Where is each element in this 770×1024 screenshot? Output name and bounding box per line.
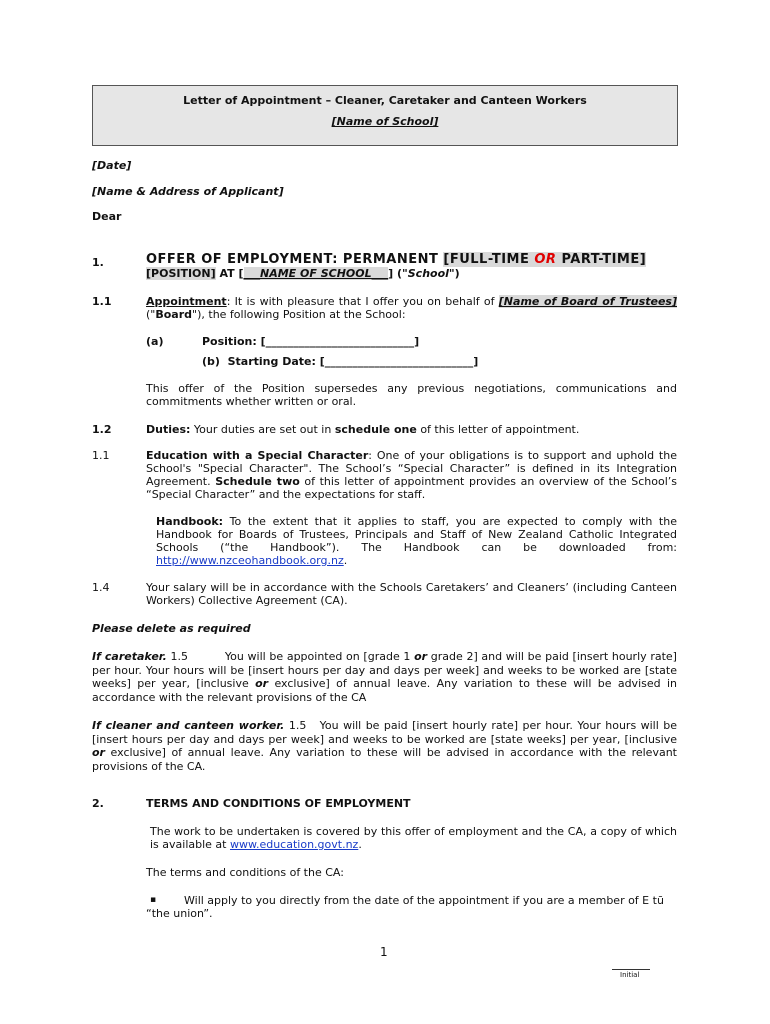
document-title: Letter of Appointment – Cleaner, Caretaker and Canteen Workers xyxy=(183,94,587,107)
section-1-1-number: 1.1 xyxy=(92,295,112,308)
cleaner-paragraph: If cleaner and canteen worker. 1.5 You will be paid [insert hourly rate] per hour. Your hours will be [insert hours per day and days per week] and weeks to be worked are [state weeks] per year, [inclusive or exclusive] of annual leave. Any variation to these will be advised in accordance with the relevant provisions of the CA. xyxy=(92,719,677,773)
section-1-number: 1. xyxy=(92,256,104,269)
section-1-4-number: 1.4 xyxy=(92,581,110,594)
section-1-2-number: 1.2 xyxy=(92,423,112,436)
supersedes-paragraph: This offer of the Position supersedes any previous negotiations, communications and commitments whether written or oral. xyxy=(146,382,677,408)
education-link[interactable]: www.education.govt.nz xyxy=(229,838,359,851)
section-2-number: 2. xyxy=(92,797,104,810)
handbook-paragraph: Handbook: To the extent that it applies to staff, you are expected to comply with the Handbook for Boards of Trustees, Principals and Staff of New Zealand Catholic Integrated Schools (“the Handbook”). The Handbook can be downloaded from: http://www.nzceohandbook.org.nz. xyxy=(156,515,677,567)
bullet-text: Will apply to you directly from the date of the appointment if you are a member of E tū “the union”. xyxy=(146,894,664,920)
salutation: Dear xyxy=(92,210,122,223)
section-1-subheading: [POSITION] AT [___NAME OF SCHOOL___] ("School") xyxy=(146,267,460,280)
caretaker-paragraph: If caretaker. 1.5 You will be appointed on [grade 1 or grade 2] and will be paid [insert hourly rate] per hour. Your hours will be [insert hours per day and days per week] and weeks to be worked are [state weeks] per year, [inclusive or exclusive] of annual leave. Any variation to these will be advised in accordance with the relevant provisions of the CA xyxy=(92,650,677,704)
special-character-number: 1.1 xyxy=(92,449,110,462)
duties-paragraph: Duties: Your duties are set out in schedule one of this letter of appointment. xyxy=(146,423,580,436)
initial-label: Initial xyxy=(620,971,640,979)
handbook-link[interactable]: http://www.nzceohandbook.org.nz xyxy=(156,554,344,567)
item-a-label: (a) xyxy=(146,335,164,348)
special-character-paragraph: Education with a Special Character: One of your obligations is to support and uphold the School's "Special Character". The School’s “Special Character” is defined in its Integration Agreement. Schedule two of this letter of appointment provides an overview of the School’s “Special Character” and the expectations for staff. xyxy=(146,449,677,501)
delete-note: Please delete as required xyxy=(92,622,251,635)
salary-paragraph: Your salary will be in accordance with the Schools Caretakers’ and Cleaners’ (including Canteen Workers) Collective Agreement (CA). xyxy=(146,581,677,607)
applicant-placeholder: [Name & Address of Applicant] xyxy=(92,185,284,198)
starting-date-line: (b) Starting Date: [___________________________] xyxy=(202,355,479,368)
school-name-placeholder: [Name of School] xyxy=(331,115,439,128)
title-box xyxy=(92,85,678,146)
initial-line xyxy=(612,969,650,970)
date-placeholder: [Date] xyxy=(92,159,132,172)
page-number: 1 xyxy=(380,945,388,959)
position-line: Position: [___________________________] xyxy=(202,335,420,348)
section-1-heading: OFFER OF EMPLOYMENT: PERMANENT [FULL-TIME OR PART-TIME] xyxy=(146,252,647,267)
terms-intro: The terms and conditions of the CA: xyxy=(146,866,344,879)
appointment-paragraph: Appointment: It is with pleasure that I offer you on behalf of [Name of Board of Trustees] ("Board"), the following Position at the School: xyxy=(146,295,677,321)
bullet-icon: ▪ xyxy=(150,895,157,905)
section-2-heading: TERMS AND CONDITIONS OF EMPLOYMENT xyxy=(146,797,411,810)
terms-paragraph: The work to be undertaken is covered by this offer of employment and the CA, a copy of which is available at www.education.govt.nz. xyxy=(150,825,677,851)
